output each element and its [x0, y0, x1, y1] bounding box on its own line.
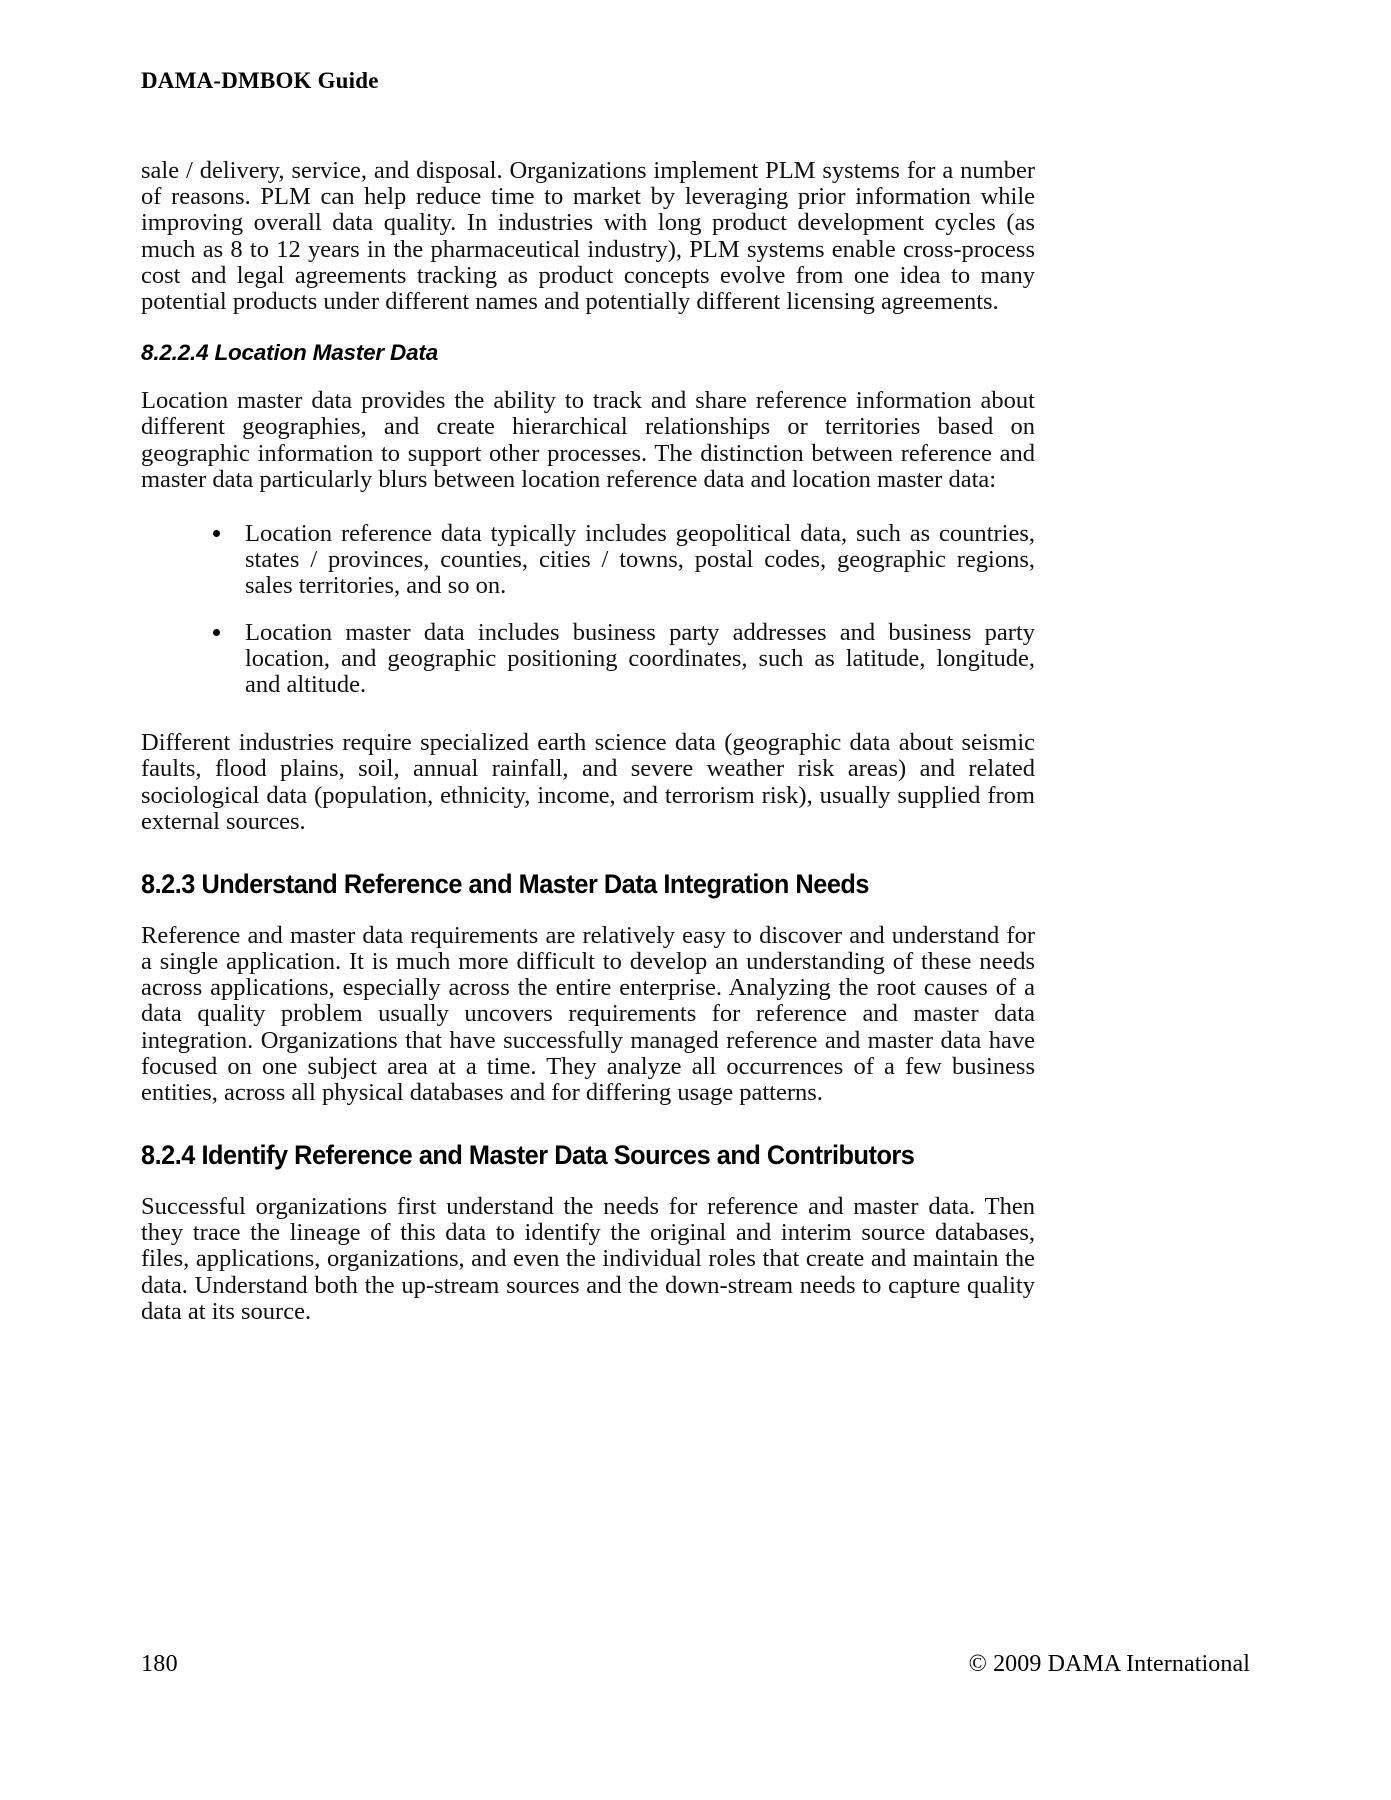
paragraph-earth-science-data: Different industries require specialized earth science data (geographic data about seismic faults, flood plains, soil, annual rainfall, and severe weather risk areas) and related sociological data (population, ethnicity, income, and terrorism risk), usually supplied from external sources.: [141, 729, 1035, 835]
list-item: [141, 620, 1035, 699]
page-footer: [141, 1651, 1250, 1678]
location-data-bullet-list: [141, 521, 1035, 698]
running-header: DAMA-DMBOK Guide: [141, 68, 379, 93]
list-item-text: Location reference data typically includes geopolitical data, such as countries, states / provinces, counties, cities / towns, postal codes, geographic regions, sales territories, and so on.: [245, 520, 1035, 600]
heading-integration-needs: 8.2.3 Understand Reference and Master Data Integration Needs: [141, 869, 869, 900]
footer-page-number: 180: [141, 1651, 178, 1677]
paragraph-plm-systems: sale / delivery, service, and disposal. Organizations implement PLM systems for a number of reasons. PLM can help reduce time to market by leveraging prior information while improving overall data quality. In industries with long product development cycles (as much as 8 to 12 years in the pharmaceutical industry), PLM systems enable cross-process cost and legal agreements tracking as product concepts evolve from one idea to many potential products under different names and potentially different licensing agreements.: [141, 157, 1035, 316]
page-content: [141, 0, 1035, 1800]
heading-sources-and-contributors: 8.2.4 Identify Reference and Master Data Sources and Contributors: [141, 1140, 915, 1171]
bullet-dot-icon: [213, 629, 220, 636]
heading-location-master-data: 8.2.2.4 Location Master Data: [141, 340, 439, 366]
text-flow: [141, 158, 1035, 1349]
footer-copyright: © 2009 DAMA International: [968, 1651, 1250, 1677]
list-item: [141, 521, 1035, 600]
list-item-text: Location master data includes business party addresses and business party location, and geographic positioning coordinates, such as latitude, longitude, and altitude.: [245, 618, 1035, 699]
paragraph-integration-needs: Reference and master data requirements are relatively easy to discover and understand for a single application. It is much more difficult to develop an understanding of these needs across applications, especially across the entire enterprise. Analyzing the root causes of a data quality problem usually uncovers requirements for reference and master data integration. Organizations that have successfully managed reference and master data have focused on one subject area at a time. They analyze all occurrences of a few business entities, across all physical databases and for differing usage patterns.: [141, 921, 1035, 1107]
paragraph-location-master-data: Location master data provides the ability to track and share reference information about different geographies, and create hierarchical relationships or territories based on geographic information to support other processes. The distinction between reference and master data particularly blurs between location reference data and location master data:: [141, 387, 1035, 493]
paragraph-sources-and-contributors: Successful organizations first understand the needs for reference and master data. Then they trace the lineage of this data to identify the original and interim source databases, files, applications, organizations, and even the individual roles that create and maintain the data. Understand both the up-stream sources and the down-stream needs to capture quality data at its source.: [141, 1193, 1035, 1325]
bullet-dot-icon: [213, 530, 220, 537]
